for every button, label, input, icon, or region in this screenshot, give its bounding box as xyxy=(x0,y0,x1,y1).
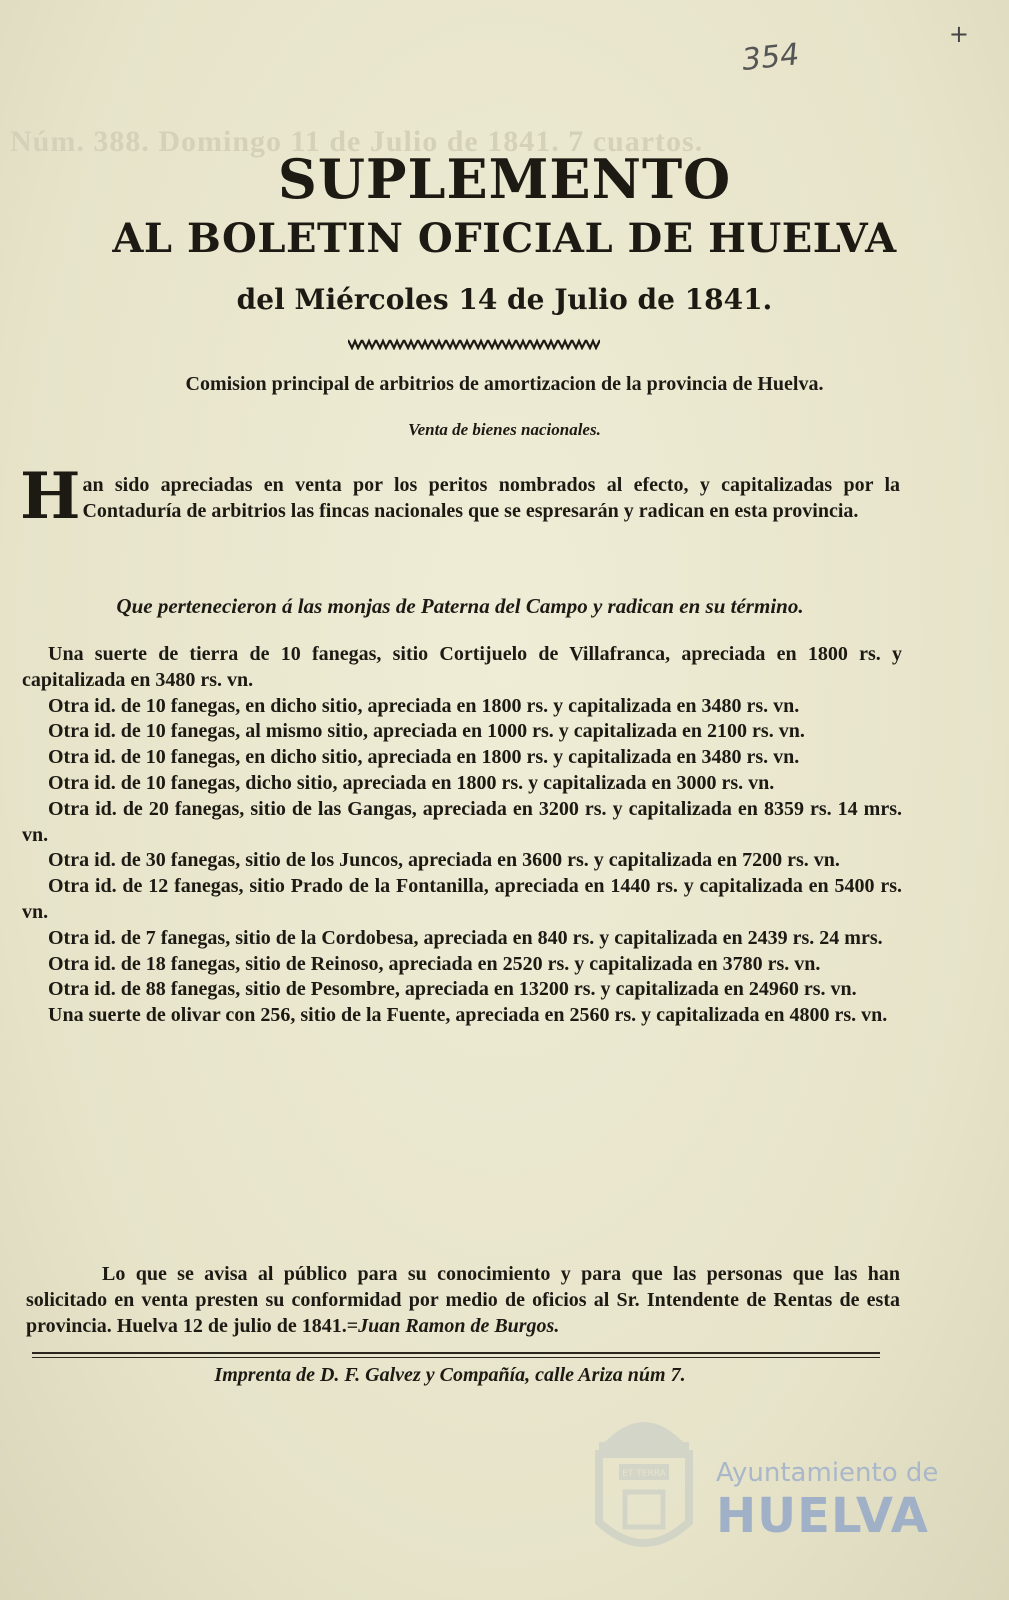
corner-mark: + xyxy=(948,20,969,48)
seal-motto: ET TERRA xyxy=(622,1469,666,1479)
bleed-through-text: Núm. 388. Domingo 11 de Julio de 1841. 7 cuartos. xyxy=(10,125,704,158)
ornament-glyph xyxy=(488,340,502,348)
property-entry: Otra id. de 7 fanegas, sitio de la Cordobesa, apreciada en 840 rs. y capitalizada en 2439 rs. 24 mrs. xyxy=(48,926,883,949)
property-entry: Otra id. de 18 fanegas, sitio de Reinoso, apreciada en 2520 rs. y capitalizada en 3780 rs. vn. xyxy=(48,952,821,975)
property-entry: Otra id. de 30 fanegas, sitio de los Juncos, apreciada en 3600 rs. y capitalizada en 7200 rs. vn. xyxy=(48,849,840,872)
property-entry: Otra id. de 10 fanegas, en dicho sitio, apreciada en 1800 rs. y capitalizada en 3480 rs. vn. xyxy=(48,694,800,717)
ornament-glyph xyxy=(390,340,404,348)
property-entry: Una suerte de tierra de 10 fanegas, sitio Cortijuelo de Villafranca, apreciada en 1800 rs. y capitalizada en 3480 rs. vn. xyxy=(22,643,902,691)
ornament-glyph xyxy=(544,340,558,348)
intro-paragraph xyxy=(20,459,900,534)
ornament-glyph xyxy=(376,340,390,348)
title-boletin: AL BOLETIN OFICIAL DE HUELVA xyxy=(112,215,897,262)
closing-paragraph xyxy=(26,1261,900,1339)
title-suplemento: SUPLEMENTO xyxy=(277,147,732,211)
watermark-huelva: HUELVA xyxy=(716,1488,929,1544)
ornament-glyph xyxy=(530,340,544,348)
ornament-glyph xyxy=(446,340,460,348)
section-title: Que pertenecieron á las monjas de Paterna del Campo y radican en su término. xyxy=(116,594,804,618)
printer-imprint: Imprenta de D. F. Galvez y Compañía, calle Ariza núm 7. xyxy=(214,1364,686,1386)
coat-of-arms-watermark-icon xyxy=(585,1392,703,1564)
ornament-glyph xyxy=(362,340,376,348)
watermark-ayuntamiento: Ayuntamiento de xyxy=(716,1458,939,1488)
ornament-glyph xyxy=(502,340,516,348)
handwritten-folio-number: 354 xyxy=(740,37,801,78)
property-entry: Una suerte de olivar con 256, sitio de la Fuente, apreciada en 2560 rs. y capitalizada en 4800 rs. vn. xyxy=(48,1004,888,1027)
signature: Juan Ramon de Burgos. xyxy=(358,1315,560,1337)
commission-heading: Comision principal de arbitrios de amortizacion de la provincia de Huelva. xyxy=(185,373,824,395)
title-date: del Miércoles 14 de Julio de 1841. xyxy=(236,283,773,316)
drop-cap: H xyxy=(20,459,81,534)
ornament-glyph xyxy=(516,340,530,348)
ornament-glyph xyxy=(418,340,432,348)
ornament-glyph xyxy=(572,340,586,348)
intro-text: an sido apreciadas en venta por los peritos nombrados al efecto, y capitalizadas por la Contaduría de arbitrios las fincas nacionales que se espresarán y radican en esta provincia. xyxy=(82,474,900,522)
ornament-glyph xyxy=(586,340,600,348)
property-entry: Otra id. de 10 fanegas, dicho sitio, apreciada en 1800 rs. y capitalizada en 3000 rs. vn. xyxy=(48,771,775,794)
sale-subheading: Venta de bienes nacionales. xyxy=(408,420,601,439)
property-entry: Otra id. de 10 fanegas, en dicho sitio, apreciada en 1800 rs. y capitalizada en 3480 rs. vn. xyxy=(48,746,800,769)
ornament-glyph xyxy=(460,340,474,348)
closing-text: Lo que se avisa al público para su conocimiento y para que las personas que las han solicitado en venta presten su conformidad por medio de oficios al Sr. Intendente de Rentas de esta provincia. Huelva 12 de julio de 1841.= xyxy=(26,1263,900,1337)
ornament-glyph xyxy=(474,340,488,348)
ornament-glyph xyxy=(558,340,572,348)
ornament-glyph xyxy=(348,340,362,348)
ornament-glyph xyxy=(432,340,446,348)
ornament-glyph xyxy=(404,340,418,348)
ornament-rule xyxy=(348,338,600,350)
property-list xyxy=(22,642,902,1029)
property-entry: Otra id. de 10 fanegas, al mismo sitio, apreciada en 1000 rs. y capitalizada en 2100 rs. vn. xyxy=(48,720,805,743)
closing-rule xyxy=(32,1352,880,1354)
closing-rule-thin xyxy=(32,1357,880,1358)
property-entry: Otra id. de 20 fanegas, sitio de las Gangas, apreciada en 3200 rs. y capitalizada en 8359 rs. 14 mrs. vn. xyxy=(22,797,902,846)
property-entry: Otra id. de 88 fanegas, sitio de Pesombre, apreciada en 13200 rs. y capitalizada en 24960 rs. vn. xyxy=(48,978,857,1001)
property-entry: Otra id. de 12 fanegas, sitio Prado de la Fontanilla, apreciada en 1440 rs. y capitalizada en 5400 rs. vn. xyxy=(22,875,902,923)
